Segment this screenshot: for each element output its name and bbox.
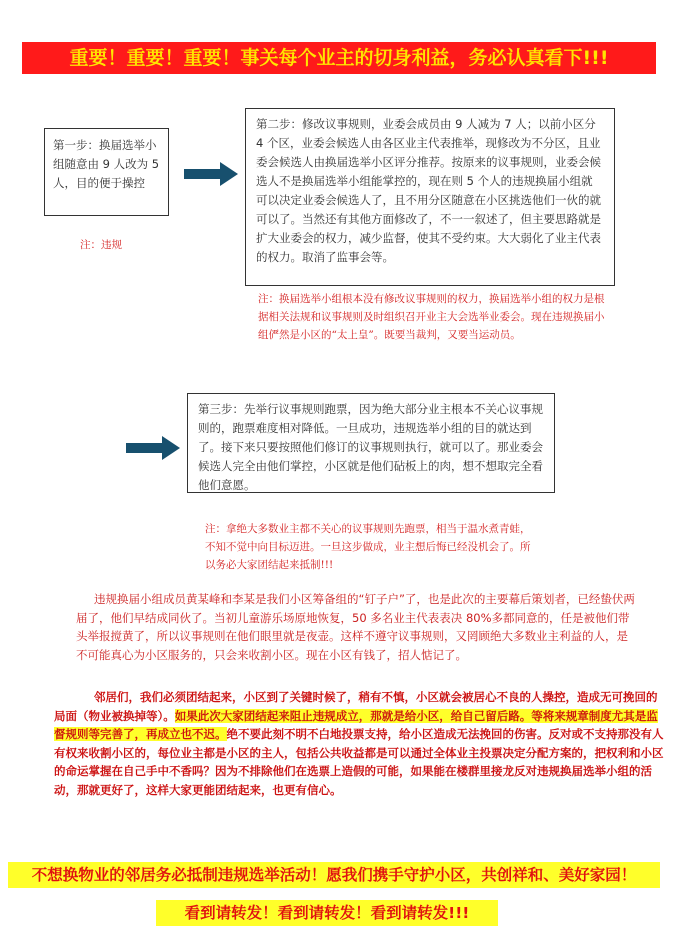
call-to-action-banner: 不想换物业的邻居务必抵制违规选举活动！愿我们携手守护小区，共创祥和、美好家园！ xyxy=(8,862,660,888)
step-3-box xyxy=(187,393,555,493)
step-3-note: 注：拿绝大多数业主都不关心的议事规则先跑票，相当于温水煮青蛙，不知不觉中向目标迈进。一旦这步做成，业主想后悔已经没机会了。所以务必大家团结起来抵制!!! xyxy=(205,523,531,571)
paragraph-background: 违规换届小组成员黄某峰和李某是我们小区筹备组的“钉子户”了，也是此次的主要幕后策划者，已经蛰伏两届了，他们早结成同伙了。当初儿童游乐场原地恢复，50 多名业主代表表决 80%多都同意的，任是被他们带头举报搅黄了，所以议事规则在他们眼里就是夜壶。这样不遵守议事规则，又罔顾绝大多数业主利益的人，是不可能真心为小区服务的，只会来收割小区。现在小区有钱了，招人惦记了。 xyxy=(76,592,635,662)
forward-banner: 看到请转发！看到请转发！看到请转发!!! xyxy=(156,900,498,926)
step-1-box xyxy=(44,128,169,216)
step-3-text: 第三步：先举行议事规则跑票，因为绝大部分业主根本不关心议事规则的，跑票难度相对降低。一旦成功，违规选举小组的目的就达到了。接下来只要按照他们修订的议事规则执行，就可以了。那业委会候选人完全由他们掌控，小区就是他们砧板上的肉，想不想取完全看他们意愿。 xyxy=(198,402,543,492)
appeal-intro: 邻居们，我们必须团结起来，小区到了关键时候了，稍有不慎，小区就会被居心不良的人操控，造成无可挽回的局面（物业被换掉等）。 xyxy=(54,690,658,723)
step-2-note: 注：换届选举小组根本没有修改议事规则的权力，换届选举小组的权力是根据相关法规和议事规则及时组织召开业主大会选举业委会。现在违规换届小组俨然是小区的“太上皇”。既要当裁判，又要当运动员。 xyxy=(258,293,605,341)
step-2-box xyxy=(245,108,615,286)
step-1-text: 第一步：换届选举小组随意由 9 人改为 5 人，目的便于操控 xyxy=(53,138,160,190)
top-warning-banner: 重要！重要！重要！事关每个业主的切身利益，务必认真看下!!! xyxy=(22,42,656,74)
step-1-note: 注：违规 xyxy=(80,239,122,251)
appeal-highlight: 如果此次大家团结起来阻止违规成立，那就是给小区，给自己留后路。等将来规章制度尤其是监督规则等完善了，再成立也不迟。 xyxy=(54,708,658,741)
arrow-right-icon xyxy=(184,162,238,186)
step-2-text: 第二步：修改议事规则，业委会成员由 9 人减为 7 人；以前小区分 4 个区，业委会候选人由各区业主代表推举，现修改为不分区，且业委会候选人由换届选举小区评分推荐。按原来的议事规则，业委会候选人不是换届选举小组能掌控的，现在则 5 个人的违规换届小组就可以决定业委会候选人了，且不用分区随意在小区挑选他们一伙的就可以了。当然还有其他方面修改了，不一一叙述了，但主要思路就是扩大业委会的权力，减少监督，使其不受约束。大大弱化了业主代表的权力。取消了监事会等。 xyxy=(256,117,601,264)
paragraph-appeal xyxy=(54,688,666,799)
appeal-body: 绝不要此刻不明不白地投票支持，给小区造成无法挽回的伤害。反对或不支持那没有人有权来收割小区的，每位业主都是小区的主人，包括公共收益都是可以通过全体业主投票决定分配方案的，把权利和小区的命运掌握在自己手中不香吗？因为不排除他们在选票上造假的可能，如果能在楼群里接龙反对违规换届选举小组的活动，那就更好了，这样大家更能团结起来，也更有信心。 xyxy=(54,727,664,797)
arrow-right-icon xyxy=(126,436,180,460)
